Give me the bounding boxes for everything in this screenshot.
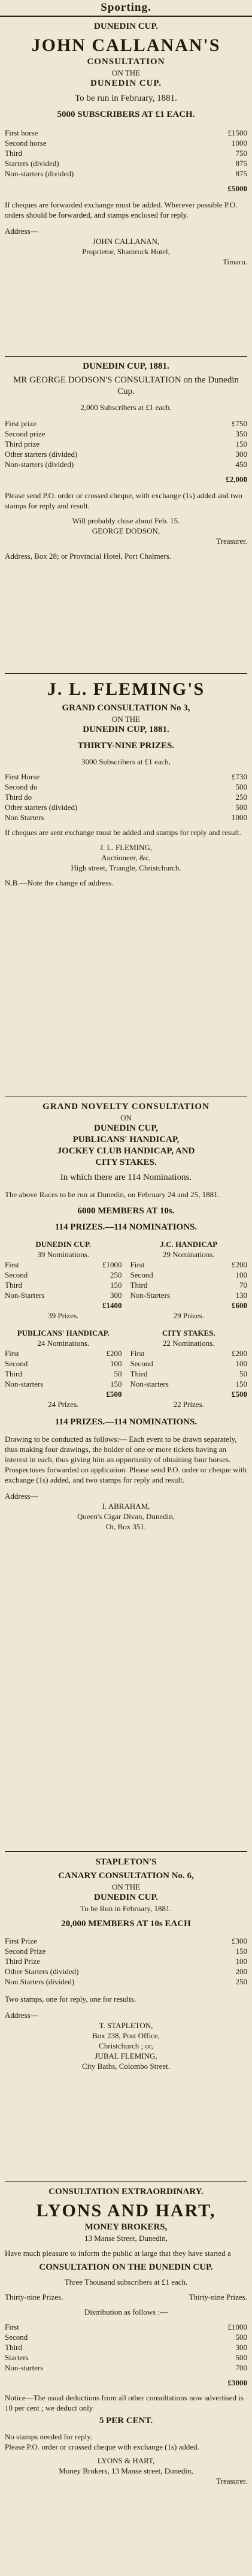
address-name: JOHN CALLANAN,: [92, 237, 160, 246]
dodson-advert: [5, 361, 247, 670]
prize-row: First Prize £300: [5, 1936, 247, 1945]
advert-nb: N.B.—Note the change of address.: [5, 878, 114, 887]
prize-row: Non-starters 700: [5, 2363, 247, 2372]
advert-stamps: No stamps needed for reply.: [5, 2432, 93, 2441]
advert-line3: JOCKEY CLUB HANDICAP, AND: [57, 1146, 195, 1156]
column-total: £1400: [102, 1301, 122, 1310]
advert-line2: DUNEDIN CUP, 1881.: [83, 725, 169, 734]
section-rule: [5, 2181, 247, 2182]
prize-row: Second 100: [130, 1270, 247, 1279]
prize-row: First £200: [130, 1260, 247, 1269]
advert-subheading: MONEY BROKERS,: [84, 2222, 168, 2232]
stapleton-advert: [5, 1857, 247, 2177]
prize-row: First Horse £730: [5, 772, 247, 781]
prize-row: Non-Starters 130: [130, 1291, 247, 1300]
advert-line1: CONSULTATION: [87, 57, 165, 67]
address-name: I. ABRAHAM,: [102, 1502, 150, 1511]
advert-members: 20,000 MEMBERS AT 10s EACH: [61, 1919, 191, 1929]
column-sub: 22 Nominations.: [162, 1339, 215, 1348]
advert-role: Treasurer.: [216, 537, 247, 546]
prize-columns: [5, 1239, 247, 1321]
advert-run: To be Run in February, 1881.: [80, 1904, 172, 1913]
address-detail: Proprietor, Shamrock Hotel,: [82, 247, 170, 256]
advert-heading: MR GEORGE DODSON'S CONSULTATION on the Dunedin Cup.: [13, 375, 239, 396]
prizes-right: Thirty-nine Prizes.: [189, 2292, 247, 2301]
advert-note: If cheques are forwarded exchange must be added. Wherever possible P.O. orders should be forwarded, and stamps enclosed for reply.: [5, 200, 238, 219]
advert-subscribers: 3000 Subscribers at £1 each,: [81, 757, 171, 766]
advert-title: STAPLETON'S: [95, 1857, 157, 1867]
abraham-advert: [5, 1101, 247, 1848]
column-prizes: 39 Prizes.: [48, 1311, 79, 1320]
advert-subtitle: GRAND CONSULTATION No 3,: [62, 703, 190, 713]
column-sub: 39 Nominations.: [37, 1250, 90, 1259]
lyons-hart-advert: [5, 2186, 247, 2570]
column-head: DUNEDIN CUP.: [35, 1240, 92, 1249]
address-box: Box 238, Post Office,: [92, 2031, 160, 2040]
section-rule: [5, 673, 247, 674]
address-city: Christchurch ; or,: [99, 2041, 153, 2050]
prize-row: Second horse 1000: [5, 138, 247, 147]
advert-subscribers: 2,000 Subscribers at £1 each.: [80, 403, 172, 412]
advert-subtitle: ON: [120, 1113, 132, 1122]
advert-prizes: [5, 772, 247, 822]
column-prizes: 29 Prizes.: [173, 1311, 204, 1320]
advert-subscribers: Three Thousand subscribers at £1 each.: [64, 2277, 188, 2286]
prize-row: Non-starters 150: [5, 1379, 122, 1388]
prize-row: Third 300: [5, 2343, 247, 2352]
prize-row: Second 500: [5, 2333, 247, 2342]
city-stakes-column: [130, 1328, 248, 1409]
page-title: Sporting.: [101, 1, 151, 14]
prize-row: Second do 500: [5, 782, 247, 791]
advert-note: Two stamps, one for reply, one for results.: [5, 1994, 136, 2003]
advert-title: J. L. FLEMING'S: [47, 679, 205, 699]
section-rule: [5, 356, 247, 357]
advert-please: Please P.O. order or crossed cheque with exchange (1s) added.: [5, 2442, 199, 2451]
fleming-advert: [5, 679, 247, 1092]
advert-address: High street, Triangle, Christchurch.: [71, 863, 181, 872]
prize-row: Other starters (divided) 300: [5, 450, 247, 459]
column-total: £600: [232, 1301, 247, 1310]
advert-prizes: [5, 418, 247, 469]
prize-row: Third 150: [5, 1281, 122, 1289]
address-label: Address—: [5, 1492, 38, 1501]
prize-row: Second 100: [130, 1359, 247, 1368]
advert-footer-heading: 114 PRIZES.—114 NOMINATIONS.: [54, 1417, 198, 1427]
advert-line2: ON THE: [111, 68, 141, 77]
address-label: Address—: [5, 227, 38, 236]
prize-row: Third do 250: [5, 793, 247, 802]
column-head: PUBLICANS' HANDICAP.: [17, 1328, 110, 1337]
advert-members: 6000 MEMBERS AT 10s.: [77, 1206, 175, 1216]
prize-row: Third 50: [130, 1369, 247, 1378]
prize-row: Other starters (divided) 500: [5, 803, 247, 812]
advert-line3: DUNEDIN CUP.: [90, 79, 162, 88]
advert-note: If cheques are sent exchange must be added and stamps for reply and result.: [5, 828, 241, 837]
prize-row: First £1000: [5, 1260, 122, 1269]
advert-title2: CONSULTATION ON THE DUNEDIN CUP.: [39, 2262, 213, 2272]
column-head: CITY STAKES.: [162, 1328, 215, 1337]
prize-row: First £200: [5, 1349, 122, 1358]
advert-title: GRAND NOVELTY CONSULTATION: [42, 1102, 210, 1111]
advert-title: DUNEDIN CUP, 1881.: [83, 361, 169, 371]
prize-headers: [5, 2292, 247, 2302]
prize-row: Third Prize 100: [5, 1957, 247, 1966]
prize-row: Third 750: [5, 149, 247, 158]
advert-line1: ON THE: [111, 1882, 141, 1891]
advert-signature: J. L. FLEMING,: [99, 843, 153, 852]
advert-line5: In which there are 114 Nominations.: [60, 1173, 192, 1182]
advert-heading: LYONS AND HART,: [36, 2201, 216, 2221]
advert-line2: DUNEDIN CUP.: [94, 1893, 158, 1902]
prize-row: Second prize 350: [5, 429, 247, 438]
prize-row: Other Starters (divided) 200: [5, 1967, 247, 1976]
advert-name: JOHN CALLANAN'S: [31, 35, 221, 55]
page-header: [0, 0, 252, 17]
prize-row: Starters (divided) 875: [5, 159, 247, 168]
advert-body: Have much pleasure to inform the public at large that they have started a: [5, 2249, 231, 2258]
advert-title: DUNEDIN CUP.: [94, 22, 158, 31]
prize-row: Third prize 150: [5, 439, 247, 448]
advert-address: 13 Manse Street, Dunedin,: [84, 2234, 168, 2243]
publicans-handicap-column: [5, 1328, 122, 1409]
prize-row: Third 70: [130, 1281, 247, 1289]
advert-line4: CITY STAKES.: [95, 1158, 157, 1167]
advert-signature: GEORGE DODSON,: [92, 526, 160, 535]
advert-address: Address, Box 28; or Provincial Hotel, Port Chalmers.: [5, 552, 172, 561]
advert-prizes: [5, 128, 247, 179]
prize-columns-2: [5, 1328, 247, 1409]
address-alt2: City Baths, Colombo Street.: [82, 2062, 170, 2071]
prize-row: First £200: [130, 1349, 247, 1358]
prize-row: First prize £750: [5, 419, 247, 428]
jc-handicap-column: [130, 1239, 248, 1321]
prize-row: Third 50: [5, 1369, 122, 1378]
advert-draw-note: Drawing to be conducted as follows:— Each event to be drawn separately, thus making four drawings, the holder of one or more tickets having an interest in each, thus giving him an opportunity of obtaining four horses. Prospectuses forwarded on application. Please send P.O. order or cheque with exchange (1s) added, and two stamps for reply and result.: [5, 1435, 247, 1484]
advert-heading: CANARY CONSULTATION No. 6,: [58, 1871, 194, 1881]
prize-row: Non-Starters 300: [5, 1291, 122, 1300]
advert-note: Please send P.O. order or crossed cheque, with exchange (1s) added and two stamps for reply and result.: [5, 491, 242, 510]
advert-role: Treasurer.: [216, 2476, 247, 2485]
prize-row: Non-starters (divided) 450: [5, 460, 247, 469]
address-detail: Queen's Cigar Divan, Dunedin,: [77, 1512, 175, 1521]
advert-prizes-heading: THIRTY-NINE PRIZES.: [77, 741, 175, 751]
advert-line1: DUNEDIN CUP,: [94, 1123, 158, 1133]
column-prizes: 24 Prizes.: [48, 1400, 79, 1409]
column-total: £500: [106, 1390, 122, 1399]
advert-title: CONSULTATION EXTRAORDINARY.: [48, 2187, 204, 2197]
advert-prizes: [5, 2322, 247, 2373]
prize-row: Starters 500: [5, 2353, 247, 2362]
prize-row: Non-starters 150: [130, 1379, 247, 1388]
prize-row: Non-starters (divided) 875: [5, 169, 247, 178]
prize-row: First £1000: [5, 2322, 247, 2331]
column-prizes: 22 Prizes.: [173, 1400, 204, 1409]
advert-run: To be run in February, 1881.: [75, 94, 177, 103]
advert-notice: Notice—The usual deductions from all other consultations now advertised is 10 per cent ; we deduct only: [5, 2393, 244, 2412]
prize-row: First horse £1500: [5, 128, 247, 137]
advert-line1: ON THE: [111, 715, 141, 724]
prize-row: Second 100: [5, 1359, 122, 1368]
advert-prizes-heading: 114 PRIZES.—114 NOMINATIONS.: [54, 1222, 198, 1232]
advert-subscribers: 5000 SUBSCRIBERS AT £1 EACH.: [57, 110, 195, 119]
advert-role: Auctioneer, &c,: [101, 853, 151, 862]
advert-line2: PUBLICANS' HANDICAP,: [72, 1135, 180, 1144]
advert-signature: LYONS & HART,: [97, 2456, 155, 2465]
column-total: £500: [232, 1390, 247, 1399]
advert-total: £2,000: [226, 475, 247, 484]
prize-row: Second Prize 150: [5, 1947, 247, 1956]
dunedin-cup-column: [5, 1239, 122, 1321]
prize-row: Second 250: [5, 1270, 122, 1279]
address-name: T. STAPLETON,: [99, 2021, 153, 2030]
address-city: Timaru.: [222, 257, 247, 266]
advert-total: £3000: [227, 2378, 247, 2387]
advert-draw: Will probably close about Feb. 15.: [72, 516, 180, 525]
advert-percent: 5 PER CENT.: [99, 2416, 153, 2426]
column-head: J.C. HANDICAP: [160, 1240, 218, 1249]
advert-prizes: [5, 1936, 247, 1987]
advert-total: £5000: [227, 184, 247, 193]
advert-distribution: Distribution as follows :—: [84, 2307, 168, 2316]
column-sub: 24 Nominations.: [37, 1339, 90, 1348]
column-sub: 29 Nominations.: [162, 1250, 215, 1259]
address-alt: JUBAL FLEMING,: [95, 2051, 157, 2060]
prize-row: Non Starters 1000: [5, 813, 247, 822]
advert-line6: The above Races to be run at Dunedin, on February 24 and 25, 1881.: [5, 1190, 220, 1199]
advert-address2: Money Brokers, 13 Manse street, Dunedin,: [59, 2466, 193, 2475]
prize-row: Non Starters (divided) 250: [5, 1977, 247, 1986]
prizes-left: Thirty-nine Prizes.: [5, 2292, 63, 2301]
address-box: Or, Box 351.: [105, 1522, 147, 1531]
address-label: Address—: [5, 2011, 38, 2020]
section-rule: [5, 1851, 247, 1852]
callanan-advert: [5, 21, 247, 354]
